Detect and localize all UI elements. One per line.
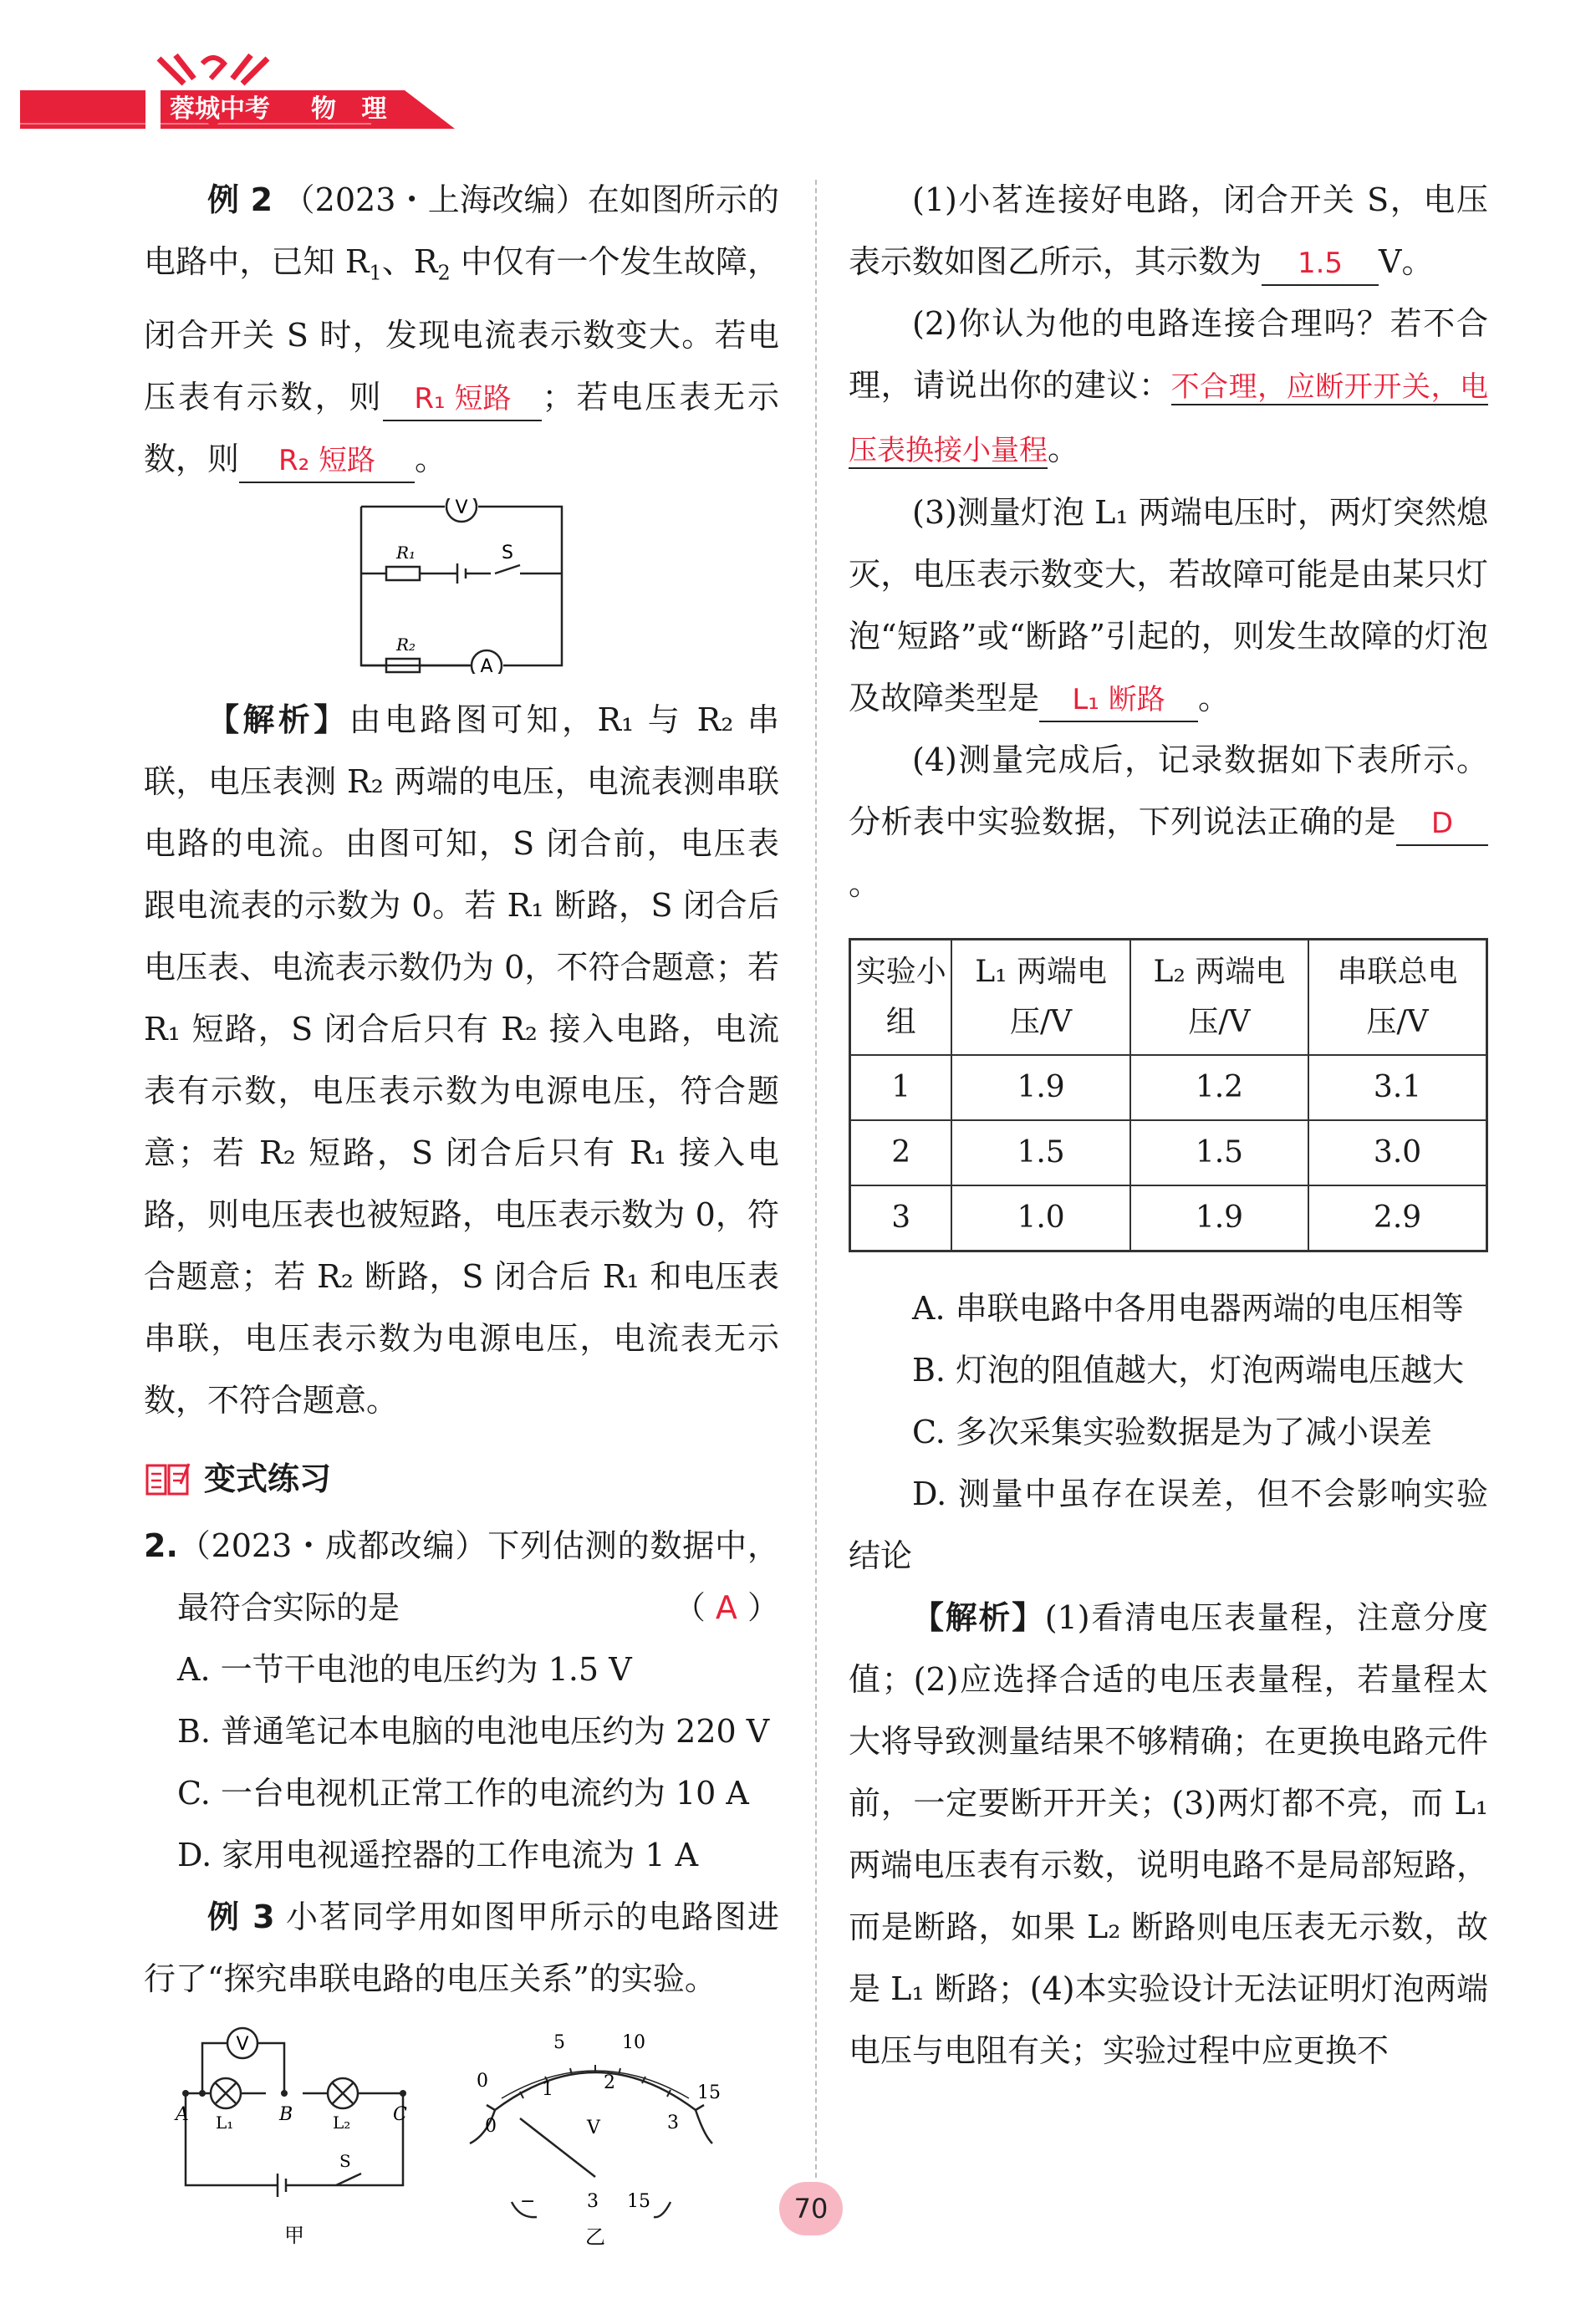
- r1-label: R₁: [396, 542, 416, 563]
- book-icon: [144, 1460, 191, 1497]
- terminal-15: 15: [627, 2190, 650, 2212]
- q2-option-c: C. 一台电视机正常工作的电流约为 10 A: [177, 1774, 749, 1812]
- left-column: [144, 169, 779, 2260]
- analysis-2: 【解析】(1)看清电压表量程，注意分度值；(2)应选择合适的电压表量程，若量程太大将导致测量结果不够精确；在更换电路元件前，一定要断开开关；(3)两灯都不亮，而 L₁ 两端电压表有示数，说明电路不是局部短路，而是断路，如果 L₂ 断路则电压表无示数，故是 L₁ 断路；(4)本实验设计无法证明灯泡两端电压与电阻有关；实验过程中应更换不: [849, 1599, 1488, 2069]
- answer-blank-2: R₂ 短路: [239, 440, 415, 483]
- answer-blank-q4: D: [1396, 803, 1488, 846]
- sub-question-4: (4)测量完成后，记录数据如下表所示。分析表中实验数据，下列说法正确的是 D。: [849, 742, 1488, 902]
- point-a-label: A: [176, 2103, 189, 2125]
- ammeter-label: A: [480, 655, 493, 674]
- r2-label: R₂: [396, 634, 416, 655]
- terminal-neg: −: [520, 2190, 536, 2212]
- point-c-label: C: [393, 2103, 407, 2125]
- answer-blank-q1: 1.5: [1262, 242, 1379, 286]
- scale-top-15: 15: [697, 2082, 721, 2103]
- circuit-diagram-jia: [169, 2026, 420, 2252]
- q2-option-d: D. 家用电视遥控器的工作电流为 1 A: [177, 1836, 699, 1873]
- table-header: L₁ 两端电压/V: [951, 940, 1129, 1056]
- scale-top-5: 5: [553, 2031, 565, 2053]
- voltmeter-dial-yi: [461, 2018, 729, 2260]
- l1-label: L₁: [216, 2112, 234, 2133]
- circuit-diagram-1: [353, 498, 570, 674]
- dial-unit: V: [587, 2117, 600, 2138]
- data-table: [849, 938, 1488, 1252]
- practice-section-title: 变式练习: [144, 1448, 779, 1510]
- jia-switch-label: S: [339, 2150, 351, 2171]
- table-header: 串联总电压/V: [1308, 940, 1486, 1056]
- example-2-label: 例 2: [207, 181, 273, 218]
- q2-option-a: A. 一节干电池的电压约为 1.5 V: [177, 1650, 632, 1688]
- sub-question-3: (3)测量灯泡 L₁ 两端电压时，两灯突然熄灭，电压表示数变大，若故障可能是由某只灯泡“短路”或“断路”引起的，则发生故障的灯泡及故障类型是 L₁ 断路 。: [849, 482, 1488, 729]
- answer-choice: A: [715, 1588, 737, 1626]
- jia-voltmeter-label: V: [236, 2033, 249, 2055]
- table-row: 3 1.0 1.9 2.9: [850, 1185, 1487, 1251]
- switch-label: S: [502, 542, 513, 563]
- voltmeter-label: V: [455, 497, 468, 518]
- column-divider: [815, 180, 817, 2178]
- answer-blank-1: R₁ 短路: [383, 378, 542, 421]
- l2-label: L₂: [333, 2112, 351, 2133]
- table-header: 实验小组: [850, 940, 952, 1056]
- answer-blank-q2: 不合理，应断开开关，电压表换接小量程: [849, 370, 1488, 467]
- table-header: L₂ 两端电压/V: [1130, 940, 1308, 1056]
- right-column: [849, 169, 1488, 2082]
- option-c: C. 多次采集实验数据是为了减小误差: [912, 1414, 1432, 1450]
- answer-paren: （ A ）: [673, 1588, 779, 1626]
- point-b-label: B: [279, 2103, 293, 2125]
- option-d: D. 测量中虽存在误差，但不会影响实验结论: [849, 1476, 1488, 1574]
- sub-question-1: (1)小茗连接好电路，闭合开关 S，电压表示数如图乙所示，其示数为 1.5 V。: [849, 169, 1488, 293]
- page-number: 70: [779, 2182, 843, 2235]
- q2-option-b: B. 普通笔记本电脑的电池电压约为 220 V: [177, 1712, 770, 1750]
- answer-blank-q3: L₁ 断路: [1039, 679, 1198, 722]
- scale-top-10: 10: [622, 2031, 645, 2053]
- scale-bottom-3: 3: [667, 2112, 679, 2133]
- analysis-1: 【解析】由电路图可知，R₁ 与 R₂ 串联，电压表测 R₂ 两端的电压，电流表测串联电路的电流。由图可知，S 闭合前，电压表跟电流表的示数为 0。若 R₁ 断路，S 闭合后电压表、电流表示数仍为 0，不符合题意；若 R₁ 短路，S 闭合后只有 R₂ 接入电路，电流表有示数，电压表示数为电源电压，符合题意；若 R₂ 短路，S 闭合后只有 R₁ 接入电路，则电压表也被短路，电压表示数为 0，符合题意；若 R₂ 断路，S 闭合后 R₁ 和电压表串联，电压表示数为电源电压，电流表无示数，不符合题意。: [144, 701, 779, 1419]
- example-2: 例 2 （2023・上海改编）在如图所示的电路中，已知 $R_1$、$R_2$ 中仅有一个发生故障，闭合开关 S 时，发现电流表示数变大。若电压表有示数，则 R₁ 短路 ；若电压表无示数，则 R₂ 短路 。: [144, 169, 779, 490]
- table-row: 2 1.5 1.5 3.0: [850, 1120, 1487, 1185]
- scale-bottom-2: 2: [604, 2072, 615, 2093]
- figures-row: [144, 2018, 779, 2260]
- option-a: A. 串联电路中各用电器两端的电压相等: [912, 1290, 1464, 1327]
- example-3: 例 3 小茗同学用如图甲所示的电路图进行了“探究串联电路的电压关系”的实验。: [144, 1898, 779, 1997]
- fig-yi-caption: 乙: [585, 2225, 605, 2249]
- scale-bottom-0: 0: [485, 2115, 497, 2137]
- scale-bottom-1: 1: [542, 2078, 553, 2100]
- terminal-3: 3: [587, 2190, 599, 2212]
- series-title: 蓉城中考: [170, 94, 270, 124]
- sub-question-2: (2)你认为他的电路连接合理吗？若不合理，请说出你的建议：不合理，应断开开关，电压表换接小量程。: [849, 305, 1488, 467]
- fig-jia-caption: 甲: [284, 2223, 304, 2247]
- option-b: B. 灯泡的阻值越大，灯泡两端电压越大: [912, 1352, 1465, 1389]
- subject-label: 物 理: [311, 94, 395, 124]
- scale-top-0: 0: [477, 2070, 488, 2092]
- table-row: 1 1.9 1.2 3.1: [850, 1055, 1487, 1120]
- question-2-stem: 2.（2023・成都改编）下列估测的数据中，最符合实际的是 （ A ）: [144, 1515, 779, 1639]
- table-header-row: [850, 940, 1487, 1056]
